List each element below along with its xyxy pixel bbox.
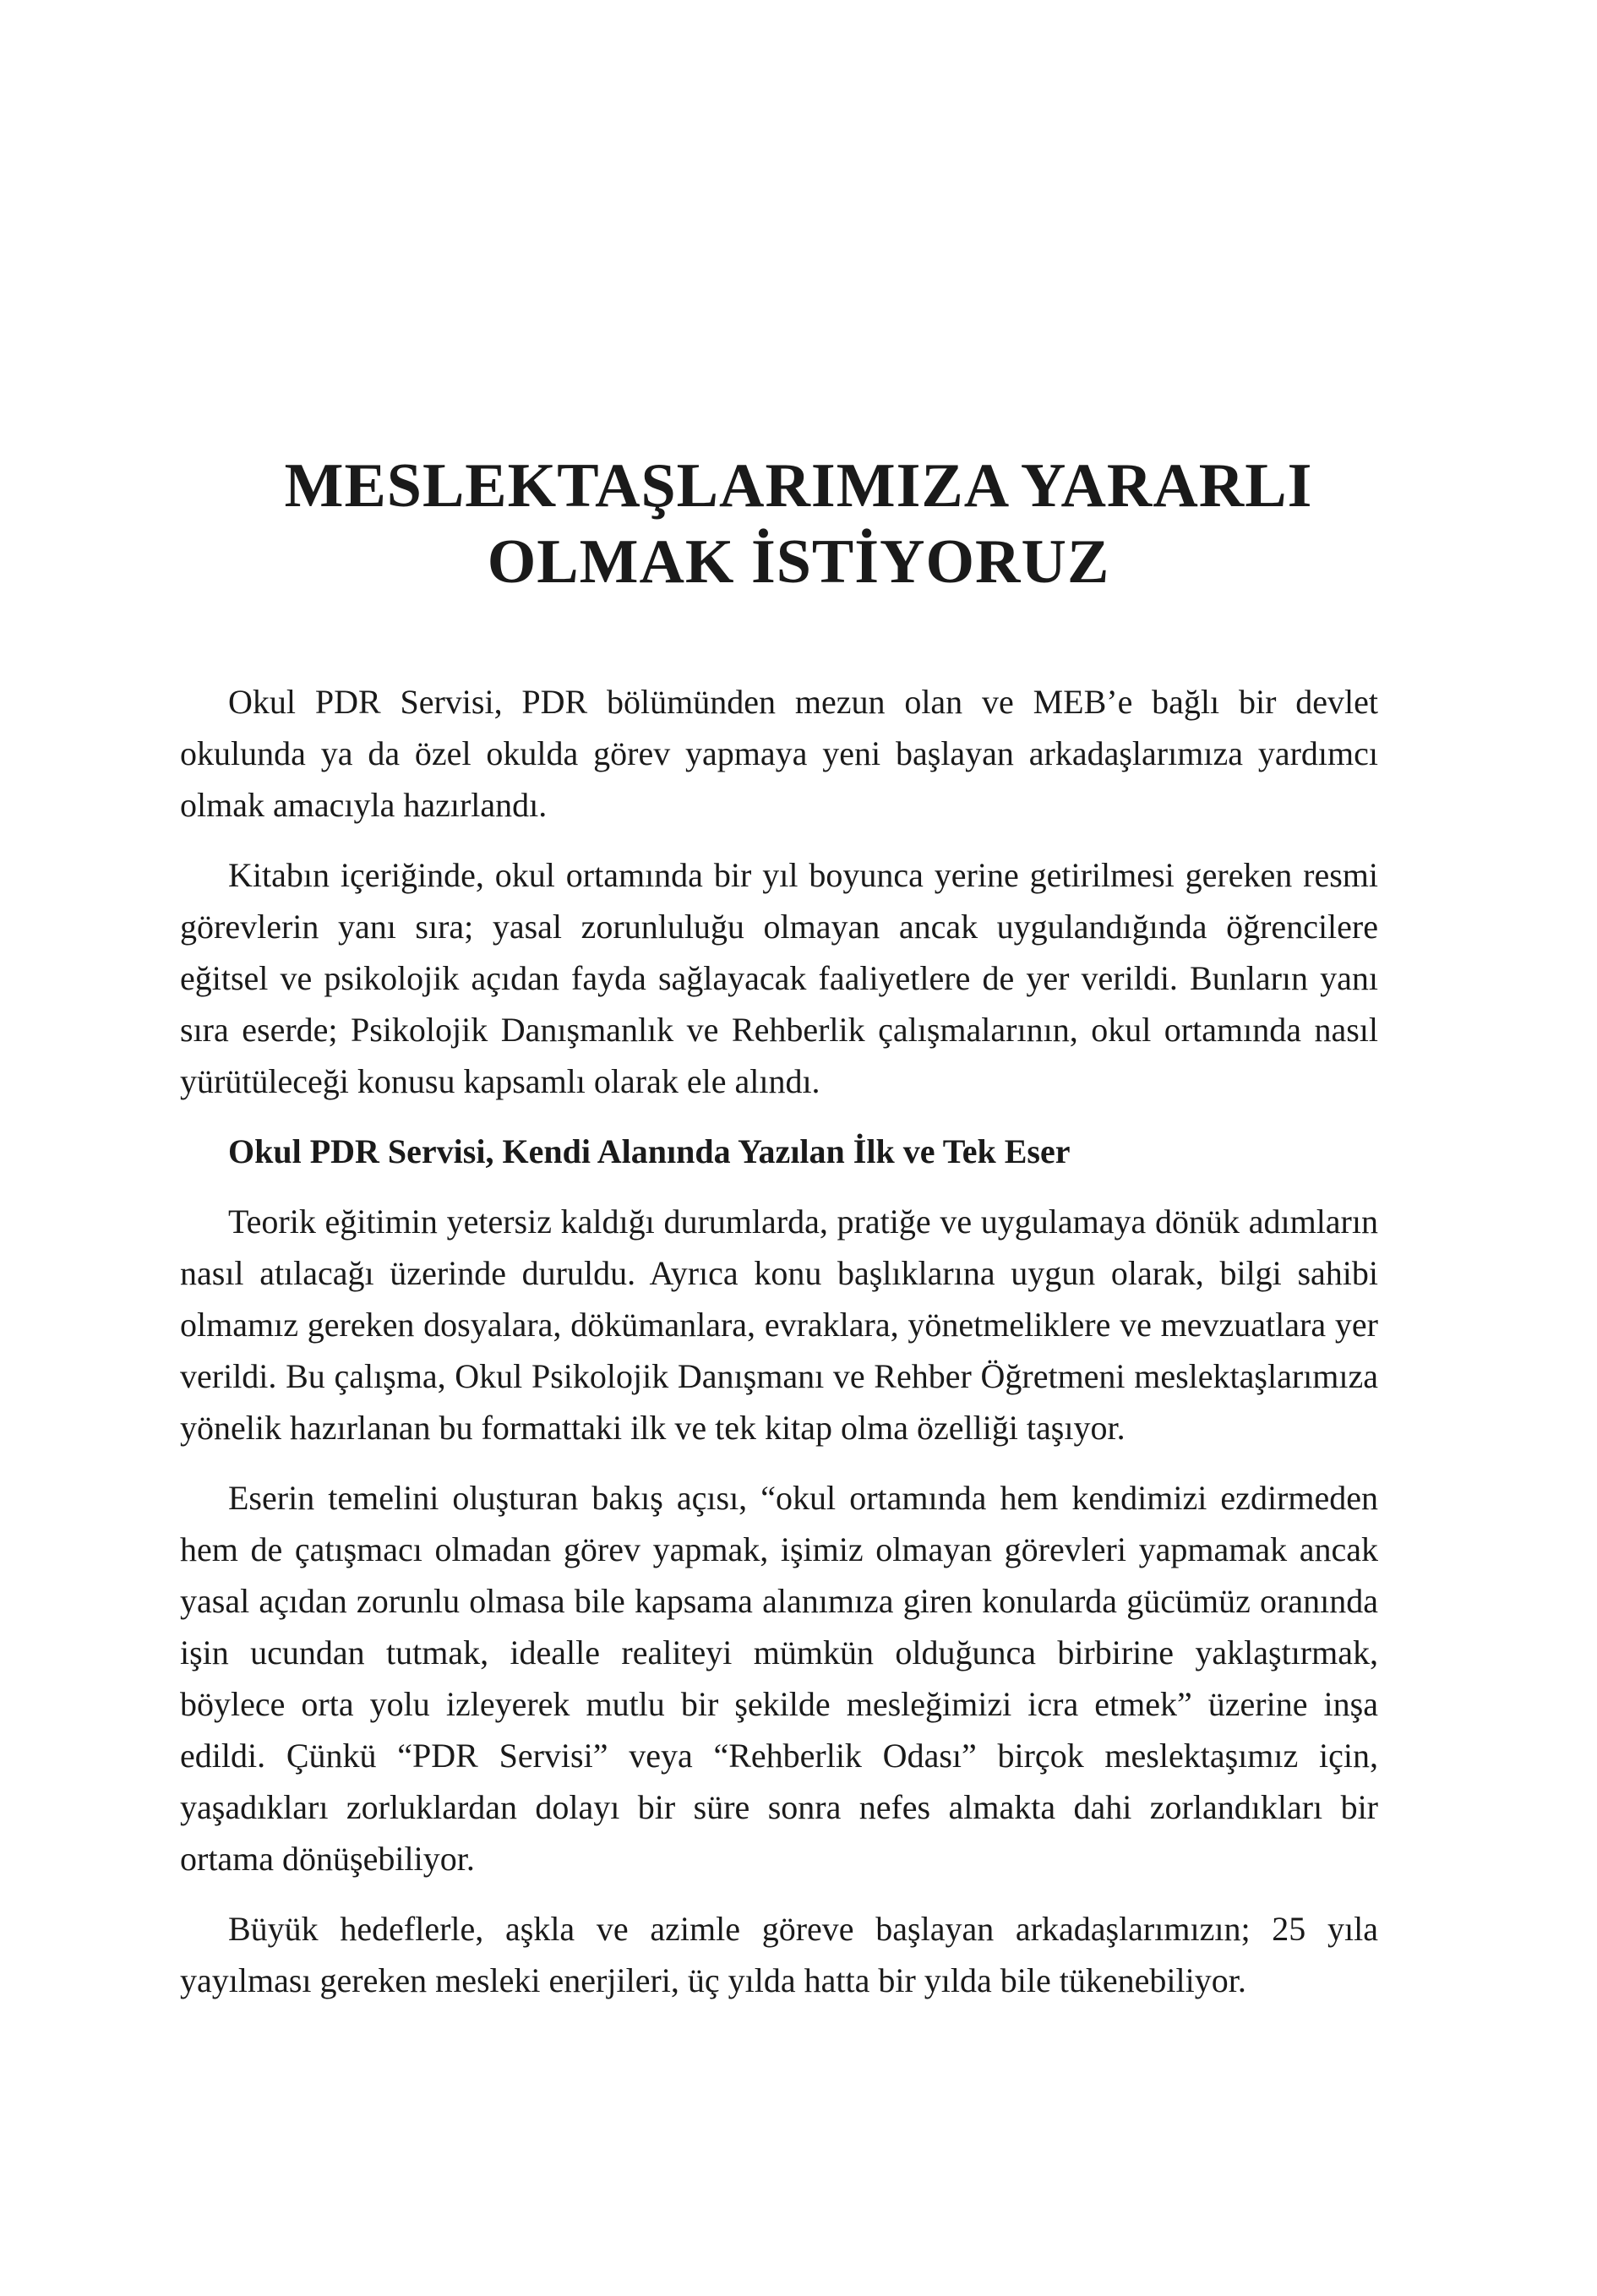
paragraph-content: Kitabın içeriğinde, okul ortamında bir yıl boyunca yerine getirilmesi gereken resmi görevlerin yanı sıra; yasal zorunluluğu olmayan ancak uygulandığında öğrencilere eğitsel ve psikolojik açıdan fayda sağlayacak faaliyetlere de yer verildi. Bunların yanı sıra eserde; Psikolojik Danışmanlık ve Rehberlik çalışmalarının, okul ortamında nasıl yürütüleceği konusu kapsamlı olarak ele alındı. bbox=[180, 856, 1378, 1100]
paragraph-burnout: Büyük hedeflerle, aşkla ve azimle göreve başlayan arkadaşlarımızın; 25 yıla yayılması gereken mesleki enerjileri, üç yılda hatta bir yılda bile tükenebiliyor. bbox=[180, 1910, 1378, 1999]
paragraph-intro: Okul PDR Servisi, PDR bölümünden mezun olan ve MEB’e bağlı bir devlet okulunda ya da özel okulda görev yapmaya yeni başlayan arkadaşlarımıza yardımcı olmak amacıyla hazırlandı. bbox=[180, 683, 1378, 824]
section-heading: Okul PDR Servisi, Kendi Alanında Yazılan İlk ve Tek Eser bbox=[228, 1132, 1071, 1170]
page-title bbox=[169, 448, 1428, 600]
body-text bbox=[180, 676, 1378, 2025]
page-title-line-1: MESLEKTAŞLARIMIZA YARARLI bbox=[284, 451, 1313, 521]
paragraph-practice: Teorik eğitimin yetersiz kaldığı durumlarda, pratiğe ve uygulamaya dönük adımların nasıl atılacağı üzerinde duruldu. Ayrıca konu başlıklarına uygun olarak, bilgi sahibi olmamız gereken dosyalara, dökümanlara, evraklara, yönetmeliklere ve mevzuatlara yer verildi. Bu çalışma, Okul Psikolojik Danışmanı ve Rehber Öğretmeni meslektaşlarımıza yönelik hazırlanan bu formattaki ilk ve tek kitap olma özelliği taşıyor. bbox=[180, 1203, 1378, 1447]
paragraph-perspective: Eserin temelini oluşturan bakış açısı, “okul ortamında hem kendimizi ezdirmeden hem de çatışmacı olmadan görev yapmak, işimiz olmayan görevleri yapmamak ancak yasal açıdan zorunlu olmasa bile kapsama alanımıza giren konularda gücümüz oranında işin ucundan tutmak, idealle realiteyi mümkün olduğunca birbirine yaklaştırmak, böylece orta yolu izleyerek mutlu bir şekilde mesleğimizi icra etmek” üzerine inşa edildi. Çünkü “PDR Servisi” veya “Rehberlik Odası” birçok meslektaşımız için, yaşadıkları zorluklardan dolayı bir süre sonra nefes almakta dahi zorlandıkları bir ortama dönüşebiliyor. bbox=[180, 1479, 1378, 1878]
page-title-line-2: OLMAK İSTİYORUZ bbox=[487, 527, 1110, 597]
